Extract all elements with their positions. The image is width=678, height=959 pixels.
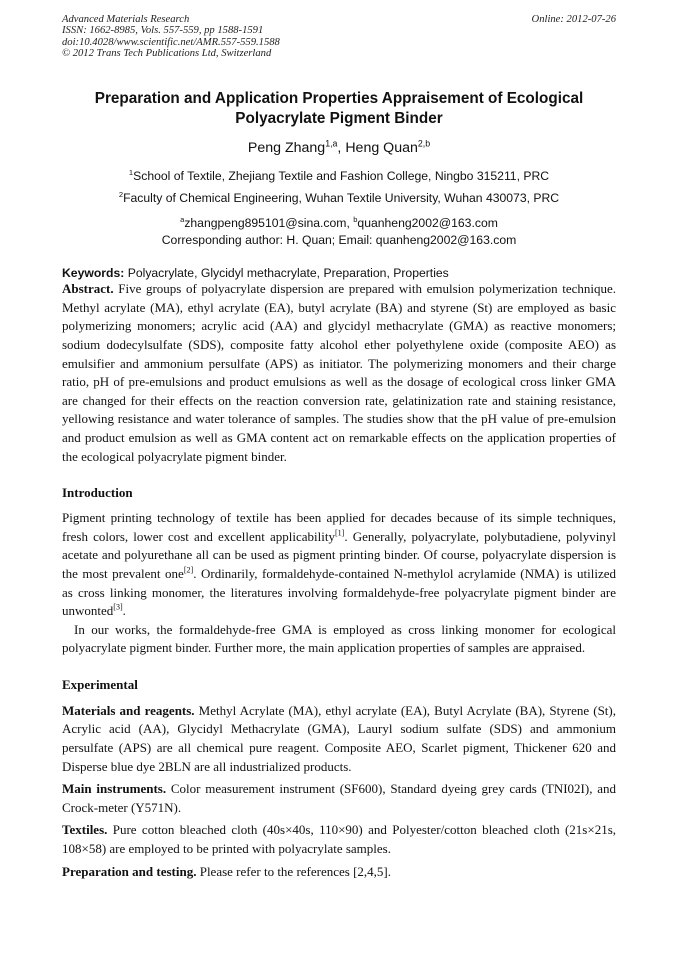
preparation-text: Please refer to the references [2,4,5]. xyxy=(196,863,392,879)
intro-text-b: . Generally, polyacrylate, polybutadiene, polyvinyl acetate and polyurethane all can be used as pigment printing binder. Of course, polyacrylate dispersion is the most prevalent one xyxy=(62,528,616,581)
affiliation-2-sup: 2 xyxy=(118,190,124,200)
affiliation-1-text: School of Textile, Zhejiang Textile and Fashion College, Ningbo 315211, PRC xyxy=(133,169,550,184)
email-line xyxy=(62,215,616,232)
abstract-label: Abstract. xyxy=(62,281,114,297)
journal-name: Advanced Materials Research xyxy=(62,14,190,25)
issn-line: ISSN: 1662-8985, Vols. 557-559, pp 1588-1591 xyxy=(62,25,264,37)
abstract xyxy=(62,280,616,466)
journal-header xyxy=(62,14,616,59)
title-line-2: Polyacrylate Pigment Binder xyxy=(235,110,443,128)
affiliation-1 xyxy=(62,169,616,183)
instruments-label: Main instruments. xyxy=(62,781,167,797)
abstract-text: Five groups of polyacrylate dispersion are prepared with emulsion polymerization technique. Methyl acrylate (MA), ethyl acrylate (EA), butyl acrylate (BA) and styrene (St) are employed as basic polymerizing monomers; acrylic acid (AA) and glycidyl methacrylate (GMA) as reactive monomers; sodium dodecylsulfate (SDS), composite fatty alcohol ether polyethylene oxide (composite AEO) as emulsifier and ammonium persulfate (APS) as initiator. The polymerizing monomers and their charge ratio, pH of pre-emulsions and product emulsions as well as the dosage of ecological cross linker GMA are changed for their effects on the reaction conversion rate, gelatinization rate and staining resistance, yellowing resistance and water tolerance of samples. The studies show that the pH value of pre-emulsion and product emulsion as well as GMA content act on remarkable effects on the application properties of the ecological polyacrylate pigment binder. xyxy=(62,281,616,464)
email-sup-a: a xyxy=(180,215,185,225)
citation-1: [1] xyxy=(334,528,345,538)
paper-title xyxy=(62,89,616,129)
author-1: Peng Zhang xyxy=(247,140,326,157)
intro-text-d: . xyxy=(122,603,126,619)
materials-text: Methyl Acrylate (MA), ethyl acrylate (EA), Butyl Acrylate (BA), Styrene (St), Acrylic acid (AA), Glycidyl Methacrylate (GMA), Lauryl sodium sulfate (SDS) and ammonium persulfate (APS) are all chemical pure reagent. Composite AEO, Scarlet pigment, Thickener 620 and Disperse blue dye 2BLN are all industrialized products. xyxy=(62,702,616,774)
affiliation-2 xyxy=(62,191,616,205)
online-date: Online: 2012-07-26 xyxy=(531,14,616,25)
affiliation-1-sup: 1 xyxy=(128,168,134,178)
title-line-1: Preparation and Application Properties Appraisement of Ecological xyxy=(94,90,584,108)
keywords-label: Keywords: xyxy=(62,266,125,281)
author-1-sup: 1,a xyxy=(325,138,338,149)
corresponding-author: Corresponding author: H. Quan; Email: quanheng2002@163.com xyxy=(161,233,517,248)
author-2-sup: 2,b xyxy=(417,138,431,149)
citation-2: [2] xyxy=(183,565,194,575)
contact-emails xyxy=(62,215,616,249)
doi-line: doi:10.4028/www.scientific.net/AMR.557-559.1588 xyxy=(62,36,280,48)
email-a: zhangpeng895101@sina.com, xyxy=(184,216,354,231)
textiles-label: Textiles. xyxy=(62,822,108,838)
experimental-heading: Experimental xyxy=(62,676,138,692)
introduction-heading: Introduction xyxy=(62,485,133,501)
citation-3: [3] xyxy=(113,602,123,612)
introduction-paragraph-1 xyxy=(62,509,616,621)
instruments-paragraph xyxy=(62,780,616,817)
email-b: quanheng2002@163.com xyxy=(357,216,498,231)
preparation-label: Preparation and testing. xyxy=(62,863,197,879)
materials-paragraph xyxy=(62,702,616,776)
introduction-paragraph-2: In our works, the formaldehyde-free GMA is employed as cross linking monomer for ecological polyacrylate pigment binder. Further more, the main application properties of samples are appraised. xyxy=(62,621,616,656)
textiles-text: Pure cotton bleached cloth (40s×40s, 110×90) and Polyester/cotton bleached cloth (21s×21s, 108×58) are employed to be printed with polyacrylate samples. xyxy=(62,822,616,857)
author-2: Heng Quan xyxy=(345,140,418,157)
preparation-paragraph xyxy=(62,863,616,882)
affiliation-2-text: Faculty of Chemical Engineering, Wuhan Textile University, Wuhan 430073, PRC xyxy=(123,191,560,206)
keywords xyxy=(62,266,616,280)
author-separator: , xyxy=(337,140,346,157)
author-list xyxy=(62,140,616,156)
textiles-paragraph xyxy=(62,821,616,858)
copyright-line: © 2012 Trans Tech Publications Ltd, Switzerland xyxy=(62,47,272,59)
keywords-text: Polyacrylate, Glycidyl methacrylate, Preparation, Properties xyxy=(124,266,449,281)
intro-text-a: Pigment printing technology of textile has been applied for decades because of its simple techniques, fresh colors, lower cost and excellent applicability xyxy=(62,510,616,544)
instruments-text: Color measurement instrument (SF600), Standard dyeing grey cards (TNI02I), and Crock-meter (Y571N). xyxy=(62,781,616,815)
intro-text-c: . Ordinarily, formaldehyde-contained N-methylol acrylamide (NMA) is utilized as cross linking monomer, the literatures involving formaldehyde-free polyacrylate pigment binder are unwonted xyxy=(62,565,616,619)
email-sup-b: b xyxy=(353,215,358,225)
materials-label: Materials and reagents. xyxy=(62,702,195,718)
